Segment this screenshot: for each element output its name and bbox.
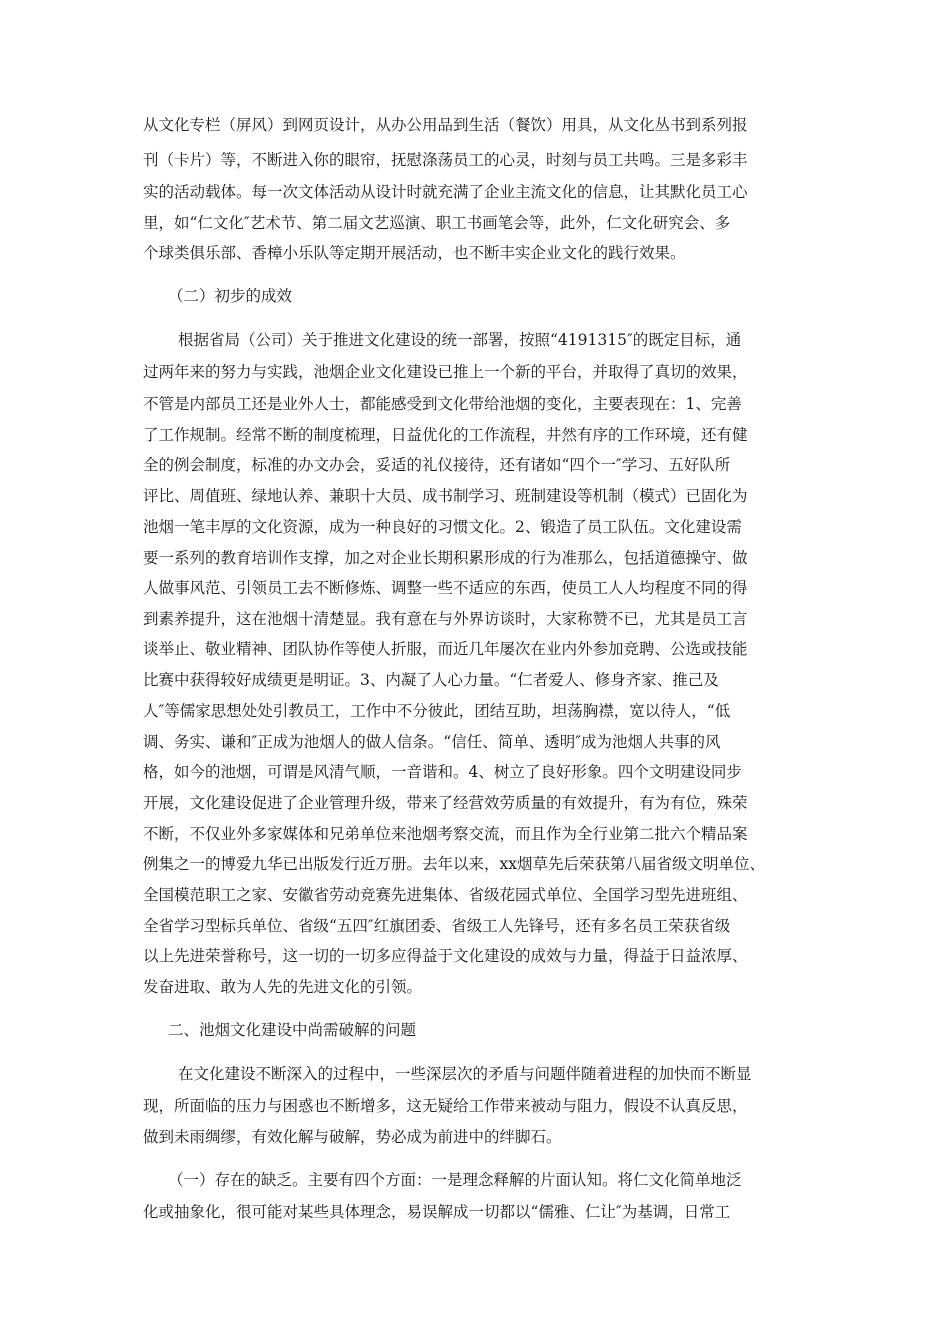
- p1-line-4: 里，如“仁文化″艺术节、第二届文艺巡演、职工书画笔会等，此外，仁文化研究会、多: [143, 214, 731, 232]
- p1-line-1: 从文化专栏（屏风）到网页设计，从办公用品到生活（餐饮）用具，从文化丛书到系列报: [143, 116, 748, 134]
- p2-line-6: 评比、周值班、绿地认养、兼职十大员、成书制学习、班制建设等机制（模式）已固化为: [143, 487, 748, 505]
- p2-line-15: 格，如今的池烟，可谓是风清气顺，一音谐和。4、树立了良好形象。四个文明建设同步: [143, 763, 742, 781]
- p1-line-5: 个球类俱乐部、香樟小乐队等定期开展活动，也不断丰实企业文化的践行效果。: [143, 244, 686, 262]
- p2-line-9: 人做事风范、引领员工去不断修炼、调整一些不适应的东西，使员工人人均程度不同的得: [143, 579, 748, 597]
- p4-line-1: （一）存在的缺乏。主要有四个方面：一是理念释解的片面认知。将仁文化简单地泛: [168, 1171, 742, 1189]
- p2-line-8: 要一系列的教育培训作支撑，加之对企业长期积累形成的行为准那么，包括道德操守、做: [143, 549, 748, 567]
- p2-line-1: 根据省局（公司）关于推进文化建设的统一部署，按照“4191315″的既定目标，通: [178, 331, 742, 349]
- p4-line-2: 化或抽象化，很可能对某些具体理念，易误解成一切都以“儒雅、仁让″为基调，日常工: [143, 1203, 731, 1221]
- section-heading-2: 二、池烟文化建设中尚需破解的问题: [168, 1021, 417, 1039]
- p2-line-10: 到素养提升，这在池烟十清楚显。我有意在与外界访谈时，大家称赞不已，尤其是员工言: [143, 610, 748, 628]
- p2-line-7: 池烟一笔丰厚的文化资源，成为一种良好的习惯文化。2、锻造了员工队伍。文化建设需: [143, 518, 742, 536]
- p2-line-12: 比赛中获得较好成绩更是明证。3、内凝了人心力量。“仁者爱人、修身齐家、推己及: [143, 671, 719, 689]
- p2-line-19: 全国模范职工之家、安徽省劳动竞赛先进集体、省级花园式单位、全国学习型先进班组、: [143, 886, 748, 904]
- p2-line-18: 例集之一的博爱九华已出版发行近万册。去年以来，xx烟草先后荣获第八届省级文明单位、: [143, 855, 765, 873]
- p2-line-11: 谈举止、敬业精神、团队协作等使人折服，而近几年屡次在业内外参加竞聘、公选或技能: [143, 640, 748, 658]
- p2-line-21: 以上先进荣誉称号，这一切的一切多应得益于文化建设的成效与力量，得益于日益浓厚、: [143, 947, 748, 965]
- p2-line-13: 人″等儒家思想处处引教员工，工作中不分彼此，团结互助，坦荡胸襟，宽以待人，“低: [143, 702, 731, 720]
- p2-line-16: 开展，文化建设促进了企业管理升级，带来了经营效劳质量的有效提升，有为有位，殊荣: [143, 794, 748, 812]
- section-heading-2-2: （二）初步的成效: [168, 287, 293, 305]
- p2-line-14: 调、务实、谦和″正成为池烟人的做人信条。“信任、简单、透明″成为池烟人共事的风: [143, 733, 721, 751]
- p2-line-22: 发奋进取、敢为人先的先进文化的引领。: [143, 978, 423, 996]
- p2-line-17: 不断，不仅业外多家媒体和兄弟单位来池烟考察交流，而且作为全行业第二批六个精品案: [143, 825, 748, 843]
- p2-line-4: 了工作规制。经常不断的制度梳理，日益优化的工作流程，井然有序的工作环境，还有健: [143, 426, 748, 444]
- p2-line-2: 过两年来的努力与实践，池烟企业文化建设已推上一个新的平台，并取得了真切的效果，: [143, 363, 748, 381]
- p2-line-5: 全的例会制度，标准的办文办会，妥适的礼仪接待，还有诸如“四个一″学习、五好队所: [143, 456, 731, 474]
- p2-line-20: 全省学习型标兵单位、省级“五四″红旗团委、省级工人先锋号，还有多名员工荣获省级: [143, 917, 731, 935]
- p3-line-3: 做到未雨绸缪，有效化解与破解，势必成为前进中的绊脚石。: [143, 1128, 562, 1146]
- p1-line-2: 刊（卡片）等，不断进入你的眼帘，抚慰涤荡员工的心灵，时刻与员工共鸣。三是多彩丰: [143, 151, 748, 169]
- p2-line-3: 不管是内部员工还是业外人士，都能感受到文化带给池烟的变化，主要表现在：1、完善: [143, 395, 742, 413]
- p1-line-3: 实的活动载体。每一次文体活动从设计时就充满了企业主流文化的信息，让其默化员工心: [143, 183, 748, 201]
- p3-line-1: 在文化建设不断深入的过程中，一些深层次的矛盾与问题伴随着进程的加快而不断显: [178, 1065, 752, 1083]
- p3-line-2: 现，所面临的压力与困惑也不断增多，这无疑给工作带来被动与阻力，假设不认真反思，: [143, 1097, 748, 1115]
